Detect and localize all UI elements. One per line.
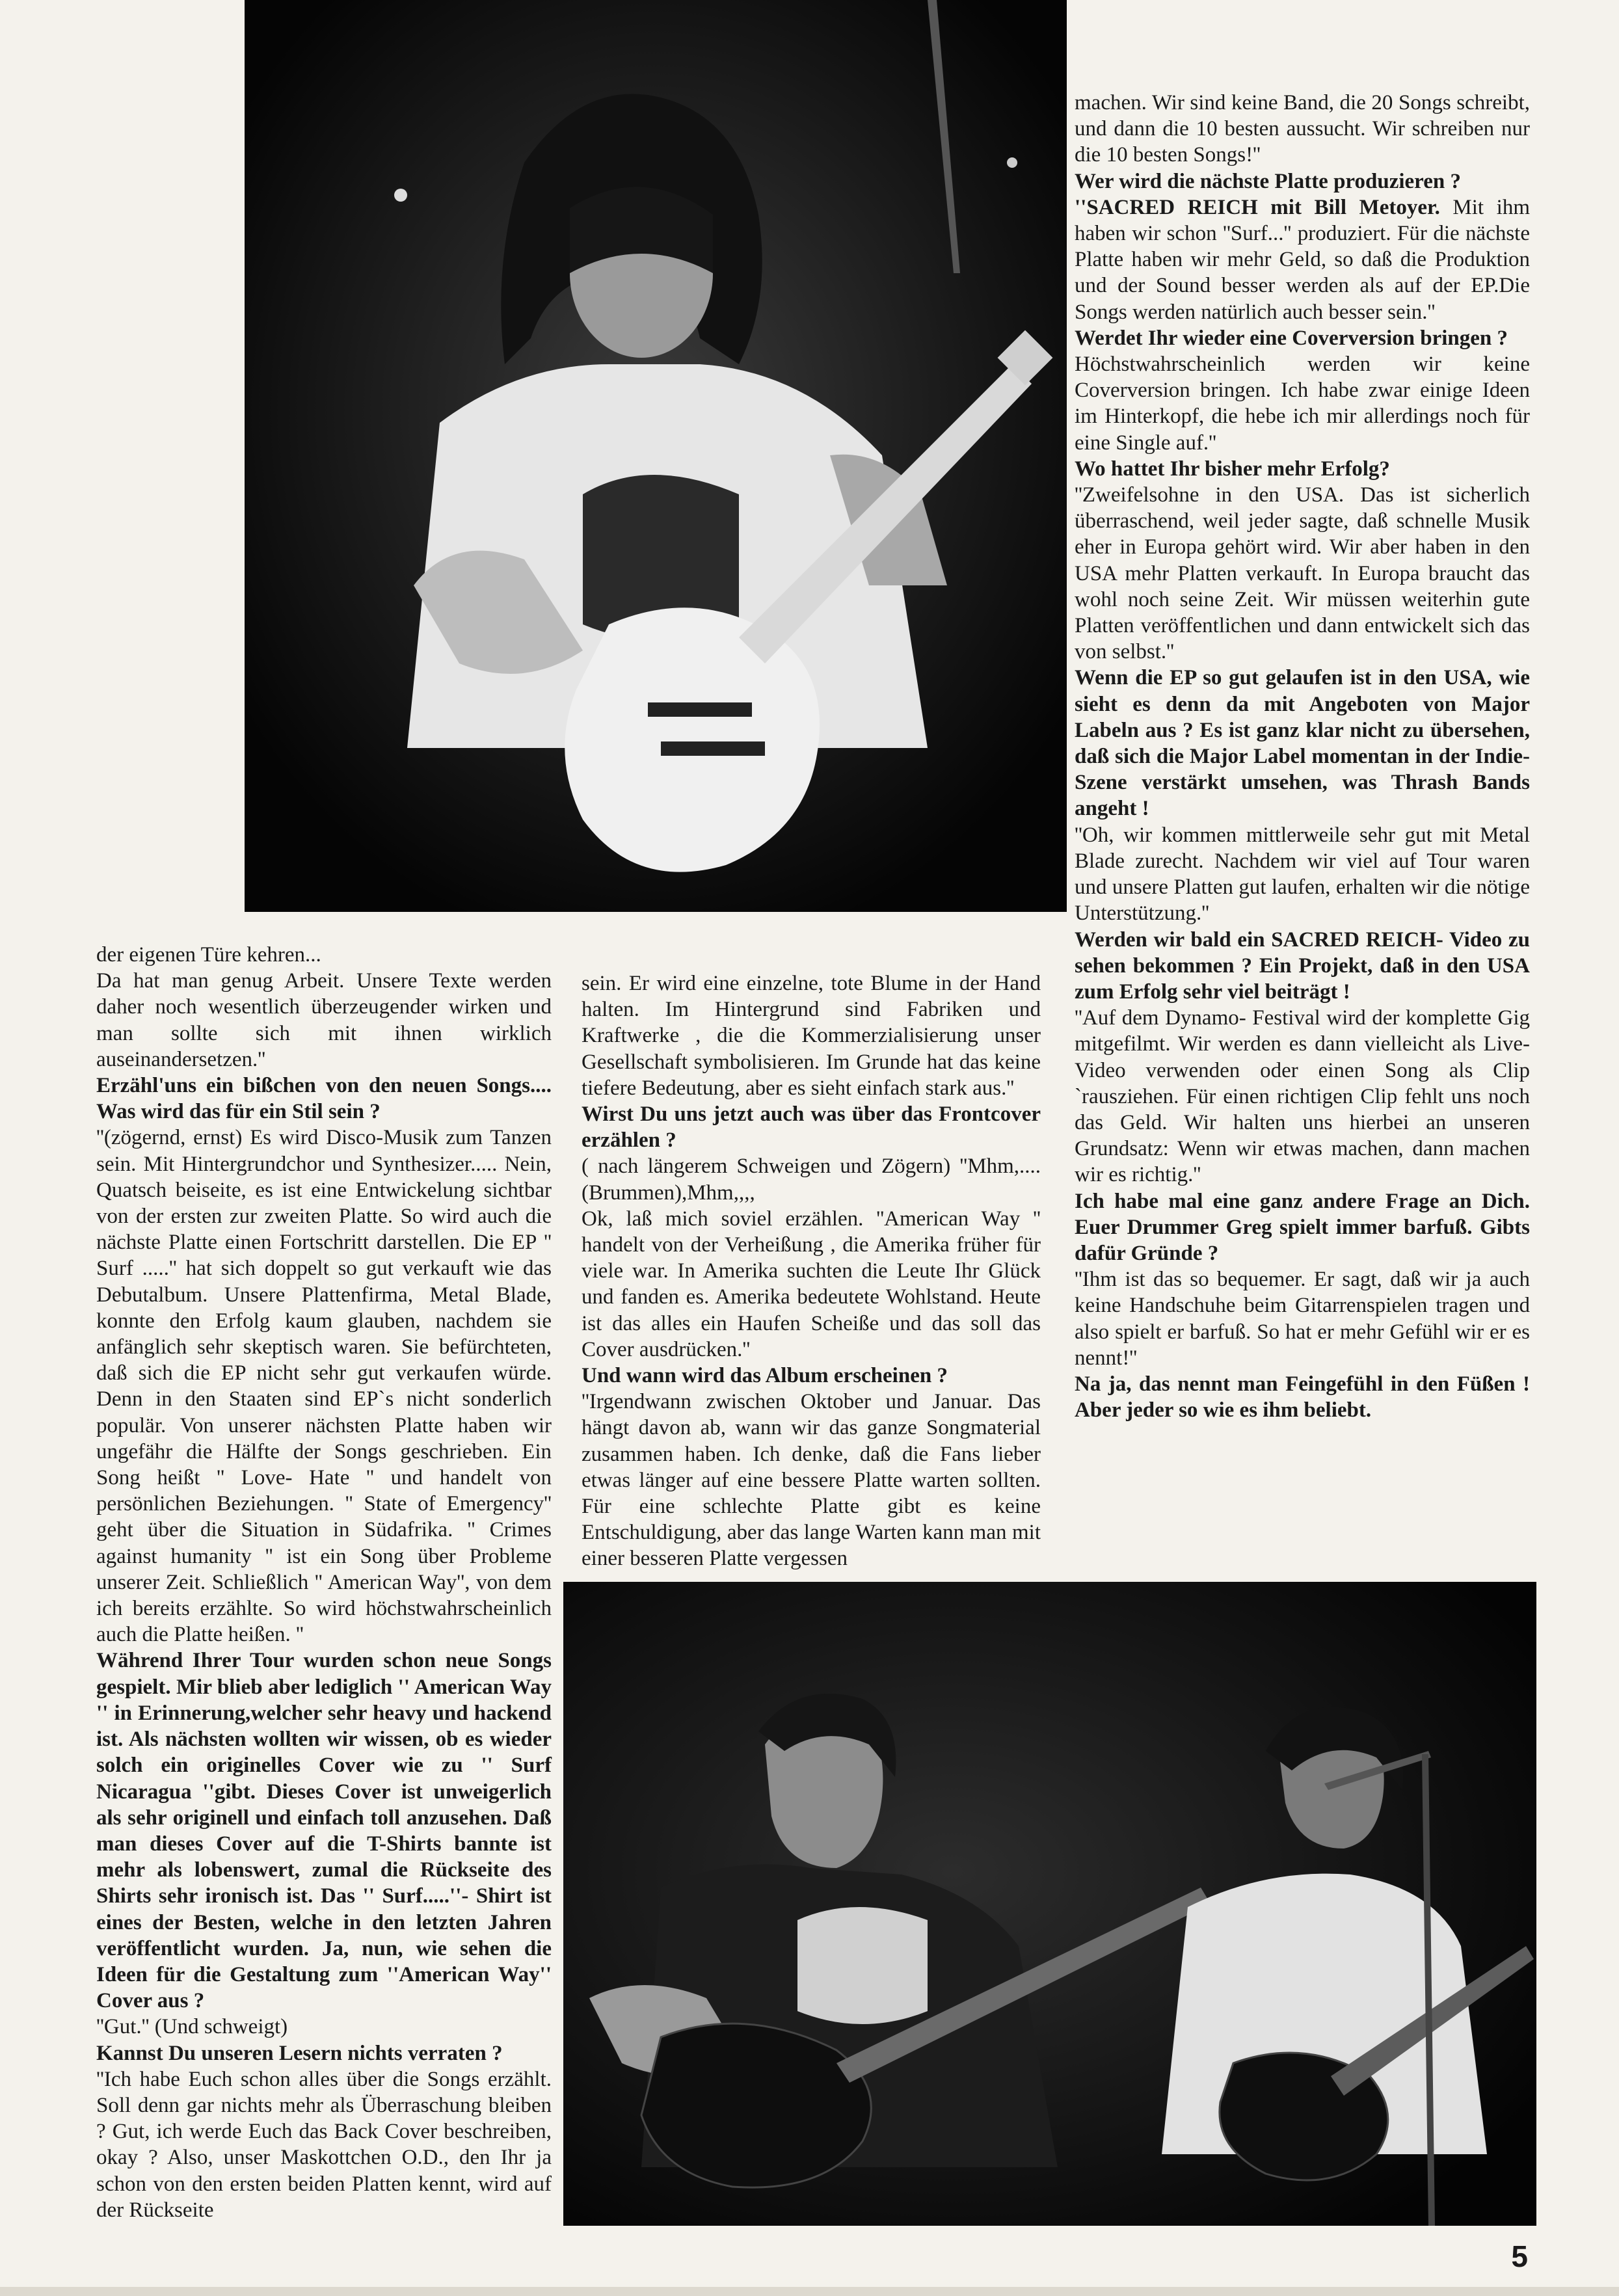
answer: ''Ihm ist das so bequemer. Er sagt, daß wir ja auch keine Handschuhe beim Gitarrenspielen tragen und also spielt er barfuß. So hat er mehr Gefühl wir er es nennt!'' [1075,1268,1530,1370]
column-right-top [1075,90,1530,1423]
answer: ''(zögernd, ernst) Es wird Disco-Musik zum Tanzen sein. Mit Hintergrundchor und Synthesizer..... Nein, Quatsch beiseite, es ist eine Entwickelung sichtbar von der ersten zur zweiten Platte. So wird auch die nächste Platte einen Fortschritt darstellen. Die EP '' Surf .....'' hat sich doppelt so gut verkauft wie das Debutalbum. Unsere Plattenfirma, Metal Blade, konnte den Erfolg kaum glauben, nachdem sie anfänglich sehr skeptisch waren. Sie befürchteten, daß sich die EP nicht sehr gut verkaufen würde. Denn in den Staaten sind EP`s nicht sonderlich populär. Von unserer nächsten Platte haben wir ungefähr die Hälfte der Songs geschrieben. Ein Song heißt '' Love- Hate '' und handelt von persönlichen Beziehungen. '' State of Emergency'' geht über die Situation in Südafrika. '' Crimes against humanity '' ist ein Song über Probleme unserer Zeit. Schließlich '' American Way'', von dem ich bereits erzählte. So wird höchstwahrscheinlich auch die Platte heißen. '' [96,1126,552,1647]
photo-guitarist-image [245,0,1067,912]
text-block: der eigenen Türe kehren... [96,943,321,967]
question: Na ja, das nennt man Feingefühl in den Füßen ! Aber jeder so wie es ihm beliebt. [1075,1372,1530,1422]
photo-band-image [563,1582,1536,2226]
question: Wirst Du uns jetzt auch was über das Frontcover erzählen ? [582,1102,1041,1153]
text-block: Da hat man genug Arbeit. Unsere Texte werden daher noch wesentlich überzeugender wirken und man sollte sich mit ihnen wirklich auseinandersetzen.'' [96,969,552,1071]
question: Wo hattet Ihr bisher mehr Erfolg? [1075,457,1390,481]
text-block: sein. Er wird eine einzelne, tote Blume in der Hand halten. Im Hintergrund sind Fabriken und Kraftwerke , die die Kommerzialisierung unser Gesellschaft symbolisieren. Im Grunde hat das keine tiefere Bedeutung, aber es sieht einfach stark aus.'' [582,972,1041,1100]
question: Kannst Du unseren Lesern nichts verraten ? [96,2041,503,2065]
column-left [96,942,552,2223]
answer: Ok, laß mich soviel erzählen. ''American Way '' handelt von der Verheißung , die Amerika früher für viele war. In Amerika suchten die Leute Ihr Glück und fanden es. Amerika bedeutete Wohlstand. Heute ist das alles ein Haufen Scheiße und das soll das Cover ausdrücken.'' [582,1207,1041,1361]
page-bottom-edge [0,2287,1619,2296]
answer: ( nach längerem Schweigen und Zögern) ''Mhm,....(Brummen),Mhm,,,, [582,1155,1041,1205]
answer: ''Irgendwann zwischen Oktober und Januar. Das hängt davon ab, wann wir das ganze Songmaterial zusammen haben. Ich denke, daß die Fans lieber etwas länger auf eine bessere Platte warten sollten. Für eine schlechte Platte gibt es keine Entschuldigung, aber das lange Warten kann man mit einer besseren Platte vergessen [582,1390,1041,1571]
question: Werdet Ihr wieder eine Coverversion bringen ? [1075,326,1508,350]
answer-lead [1075,196,1530,324]
photo-guitarist-top [245,0,1067,912]
text-block: machen. Wir sind keine Band, die 20 Songs schreibt, und dann die 10 besten aussucht. Wir schreiben nur die 10 besten Songs!'' [1075,91,1530,167]
question: Wer wird die nächste Platte produzieren ? [1075,169,1461,193]
answer: Höchstwahrscheinlich werden wir keine Coverversion bringen. Ich habe zwar einige Ideen im Hinterkopf, die hebe ich mir allerdings noch für eine Single auf.'' [1075,353,1530,455]
answer-lead-text: ''SACRED REICH mit Bill Metoyer. [1075,195,1440,219]
question: Wenn die EP so gut gelaufen ist in den USA, wie sieht es denn da mit Angeboten von Major Labeln aus ? Es ist ganz klar nicht zu übersehen, daß sich die Major Label momentan in der Indie-Szene verstärkt umsehen, was Thrash Bands angeht ! [1075,666,1530,821]
answer-continued: Mit ihm haben wir schon ''Surf...'' produziert. Für die nächste Platte haben wir mehr Geld, so daß die Produktion und der Sound besser werden als auf der EP.Die Songs werden natürlich auch besser sein.'' [1075,195,1530,324]
question: Werden wir bald ein SACRED REICH- Video zu sehen bekommen ? Ein Projekt, daß in den USA zum Erfolg sehr viel beiträgt ! [1075,928,1530,1004]
page-number: 5 [1511,2239,1528,2273]
answer: ''Auf dem Dynamo- Festival wird der komplette Gig mitgefilmt. Wir werden es dann vielleicht als Live- Video verwenden oder einen Song als Clip `rausziehen. Für einen richtigen Clip fehlt uns noch das Geld. Wir halten uns hierbei an unseren Grundsatz: Wenn wir etwas machen, dann machen wir es richtig.'' [1075,1006,1530,1187]
answer: ''Zweifelsohne in den USA. Das ist sicherlich überraschend, weil jeder sagte, daß schnelle Musik eher in Europa gehört wird. Wir aber haben in den USA mehr Platten verkauft. In Europa braucht das wohl noch seine Zeit. Wir müssen weiterhin gute Platten veröffentlichen und dann entwickelt sich das von selbst.'' [1075,483,1530,664]
answer: ''Gut.'' (Und schweigt) [96,2015,288,2039]
answer: ''Oh, wir kommen mittlerweile sehr gut mit Metal Blade zurecht. Nachdem wir viel auf Tour waren und unsere Platten gut laufen, erhalten wir die nötige Unterstützung.'' [1075,823,1530,926]
question: Erzähl'uns ein bißchen von den neuen Songs.... Was wird das für ein Stil sein ? [96,1074,552,1124]
question: Ich habe mal eine ganz andere Frage an Dich. Euer Drummer Greg spielt immer barfuß. Gibts dafür Gründe ? [1075,1189,1530,1265]
answer: ''Ich habe Euch schon alles über die Songs erzählt. Soll denn gar nichts mehr als Überraschung bleiben ? Gut, ich werde Euch das Back Cover beschreiben, okay ? Also, unser Maskottchen O.D., den Ihr ja schon von den ersten beiden Platten kennt, wird auf der Rückseite [96,2067,552,2222]
question: Und wann wird das Album erscheinen ? [582,1364,948,1388]
column-middle [582,970,1041,1572]
question: Während Ihrer Tour wurden schon neue Songs gespielt. Mir blieb aber lediglich '' American Way '' in Erinnerung,welcher sehr heavy und hackend ist. Als nächsten wollten wir wissen, ob es wieder solch ein originelles Cover wie zu '' Surf Nicaragua ''gibt. Dieses Cover ist unweigerlich als sehr originell und einfach toll anzusehen. Daß man dieses Cover auf die T-Shirts bannte ist mehr als lobenswert, zumal die Rückseite des Shirts sehr ironisch ist. Das '' Surf.....''- Shirt ist eines der Besten, welche in den letzten Jahren veröffentlicht wurden. Ja, nun, wie sehen die Ideen für die Gestaltung zum ''American Way'' Cover aus ? [96,1649,552,2013]
photo-band-bottom [563,1582,1536,2226]
